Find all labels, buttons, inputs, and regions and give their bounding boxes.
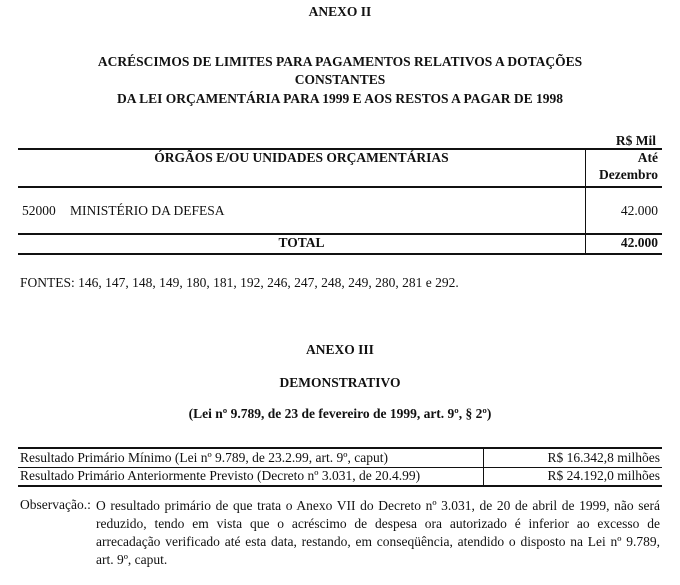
anexo2-heading-line-2: CONSTANTES <box>294 72 386 87</box>
observation-label: Observação.: <box>20 497 91 512</box>
anexo2-heading-line-1: ACRÉSCIMOS DE LIMITES PARA PAGAMENTOS RELATIVOS A DOTAÇÕES <box>97 54 583 69</box>
table-rule <box>18 485 662 487</box>
row-value: R$ 24.192,0 milhões <box>547 468 660 483</box>
table-rule <box>18 447 662 449</box>
row-name: MINISTÉRIO DA DEFESA <box>70 203 225 218</box>
total-value: 42.000 <box>620 235 658 250</box>
unit-label: R$ Mil <box>615 133 656 148</box>
col-header-orgaos: ÓRGÃOS E/OU UNIDADES ORÇAMENTÁRIAS <box>154 150 449 165</box>
anexo2-heading-line-3: DA LEI ORÇAMENTÁRIA PARA 1999 E AOS RESTOS A PAGAR DE 1998 <box>117 91 563 106</box>
fontes-note: FONTES: 146, 147, 148, 149, 180, 181, 192, 246, 247, 248, 249, 280, 281 e 292. <box>20 275 459 290</box>
observation-text: O resultado primário de que trata o Anexo VII do Decreto nº 3.031, de 20 de abril de 1999, não será reduzido, tendo em vista que o acréscimo de despesa ora autorizado é inferior ao excesso de arrecadação verificado até esta data, restando, em conseqüência, atendido o disposto na Lei nº 9.789, art. 9º, caput. <box>96 498 660 567</box>
row-value: R$ 16.342,8 milhões <box>547 450 660 465</box>
anexo3-title: ANEXO III <box>306 342 374 357</box>
row-code: 52000 <box>22 203 56 218</box>
anexo2-title: ANEXO II <box>308 4 372 19</box>
row-value: 42.000 <box>620 203 658 218</box>
anexo3-subtitle: DEMONSTRATIVO <box>279 375 401 390</box>
row-label: Resultado Primário Anteriormente Previsto (Decreto nº 3.031, de 20.4.99) <box>20 468 421 483</box>
col-header-ate: Até <box>637 150 658 165</box>
total-label: TOTAL <box>278 235 325 250</box>
anexo3-reference: (Lei nº 9.789, de 23 de fevereiro de 1999, art. 9º, § 2º) <box>188 406 492 421</box>
row-label: Resultado Primário Mínimo (Lei nº 9.789, de 23.2.99, art. 9º, caput) <box>20 450 388 465</box>
col-header-dezembro: Dezembro <box>599 167 658 182</box>
table-rule <box>18 253 662 255</box>
table-rule <box>18 186 662 188</box>
